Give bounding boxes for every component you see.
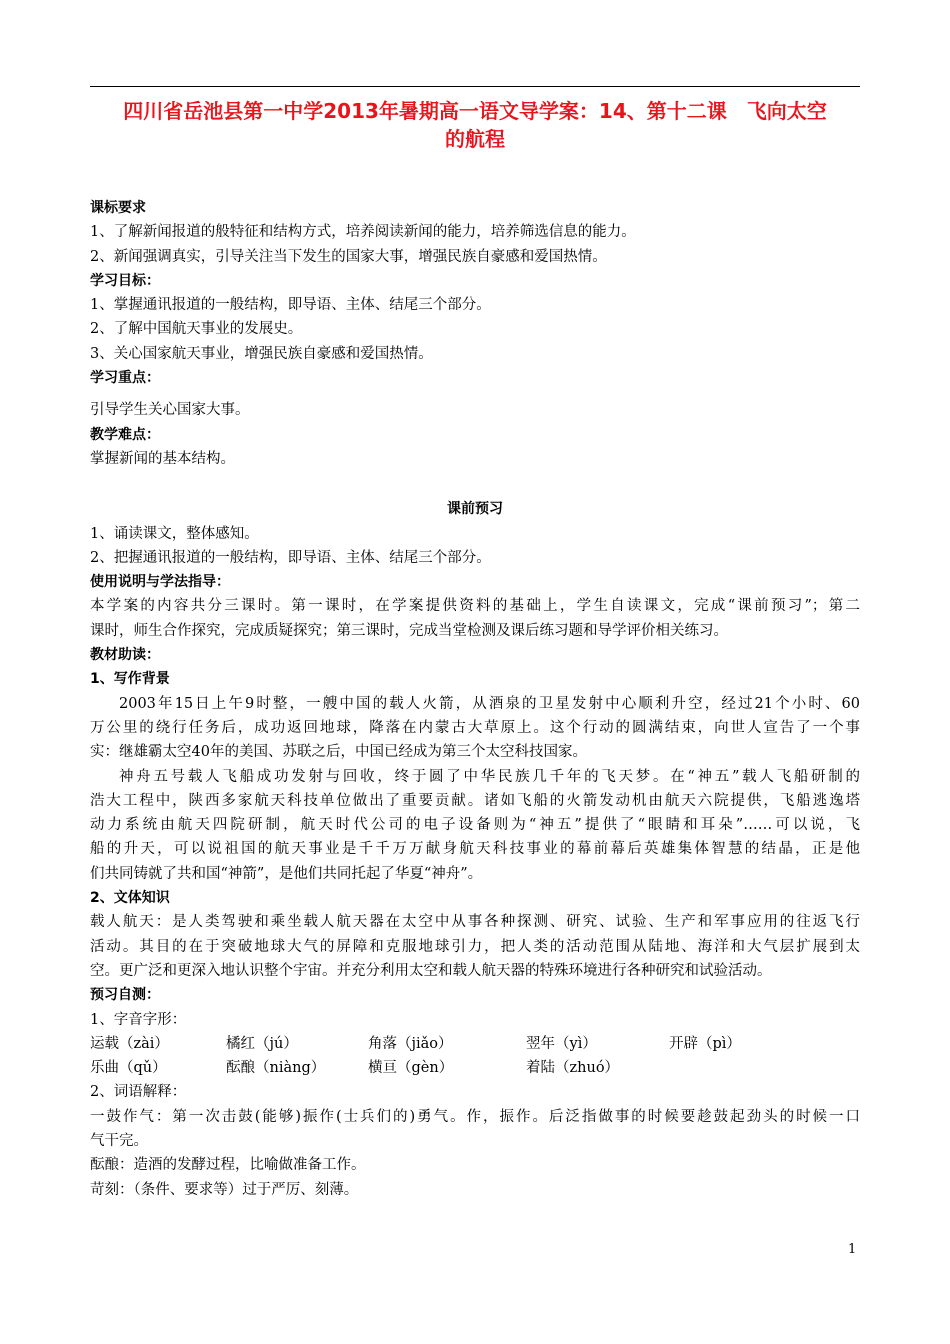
pronounce-row-2: [90, 1056, 860, 1080]
vocab-heading: 2、词语解释：: [90, 1084, 187, 1101]
pronounce-item: 翌年（yì）: [526, 1035, 597, 1052]
page-number: 1: [848, 1242, 857, 1257]
vocab-item-3: 苛刻：（条件、要求等）过于严厉、刻薄。: [90, 1181, 359, 1198]
pronounce-item: 角落（jiǎo）: [368, 1035, 453, 1052]
genre-heading: 2、文体知识: [90, 890, 170, 907]
goal-item-2: 2、了解中国航天事业的发展史。: [90, 321, 303, 338]
background-p2-line-5: 们共同铸就了共和国“神箭”，是他们共同托起了华夏“神舟”。: [90, 865, 483, 882]
preview-item-1: 1、诵读课文，整体感知。: [90, 525, 259, 542]
background-p1-line-2: 万公里的绕行任务后，成功返回地球，降落在内蒙古大草原上。这个行动的圆满结束，向世人宣告了一个事: [90, 719, 860, 736]
pronounce-item: 乐曲（qǔ）: [90, 1060, 167, 1077]
background-p2-line-2: 浩大工程中，陕西多家航天科技单位做出了重要贡献。诸如飞船的火箭发动机由航天六院提供，飞船逃逸塔: [90, 792, 860, 809]
pronounce-item: 横亘（gèn）: [368, 1060, 454, 1077]
background-p2-line-4: 船的升天，可以说祖国的航天事业是千千万万献身航天科技事业的幕前幕后英雄集体智慧的结晶，正是他: [90, 841, 860, 858]
background-p1-line-1: 2003年15日上午9时整，一艘中国的载人火箭，从酒泉的卫星发射中心顺利升空，经过21个小时、60: [119, 695, 860, 712]
vocab-item-1-line-1: 一鼓作气：第一次击鼓(能够)振作(士兵们的)勇气。作，振作。后泛指做事的时候要趁鼓起劲头的时候一口: [90, 1108, 860, 1125]
background-p1-line-3: 实：继雄霸太空40年的美国、苏联之后，中国已经成为第三个太空科技国家。: [90, 744, 587, 761]
usage-text-line-1: 本学案的内容共分三课时。第一课时，在学案提供资料的基础上，学生自读课文，完成“课前预习”；第二: [90, 598, 860, 615]
genre-line-3: 空。更广泛和更深入地认识整个宇宙。并充分利用太空和载人航天器的特殊环境进行各种研究和试验活动。: [90, 962, 772, 979]
pronounce-heading: 1、字音字形：: [90, 1011, 187, 1028]
background-p2-line-3: 动力系统由航天四院研制，航天时代公司的电子设备则为“神五”提供了“眼睛和耳朵”……可以说，飞: [90, 817, 860, 834]
focus-text: 引导学生关心国家大事。: [90, 402, 250, 419]
curriculum-item-2: 2、新闻强调真实，引导关注当下发生的国家大事，增强民族自豪感和爱国热情。: [90, 248, 607, 265]
pronounce-row-1: [90, 1032, 860, 1056]
document-body: [90, 196, 860, 1202]
vocab-item-2: 酝酿：造酒的发酵过程，比喻做准备工作。: [90, 1157, 366, 1174]
pronounce-item: 开辟（pì）: [669, 1035, 741, 1052]
title-line-2: 的航程: [445, 127, 505, 151]
pronounce-item: 着陆（zhuó）: [526, 1060, 620, 1077]
preview-heading: 课前预习: [447, 501, 503, 518]
usage-heading: 使用说明与学法指导：: [90, 574, 230, 591]
pronounce-item: 酝酿（niàng）: [226, 1060, 326, 1077]
preview-item-2: 2、把握通讯报道的一般结构，即导语、主体、结尾三个部分。: [90, 549, 491, 566]
aid-heading: 教材助读：: [90, 647, 160, 664]
header-rule: [90, 86, 860, 87]
curriculum-heading: 课标要求: [90, 200, 146, 216]
genre-line-2: 活动。其目的在于突破地球大气的屏障和克服地球引力，把人类的活动范围从陆地、海洋和大气层扩展到太: [90, 938, 860, 955]
difficulty-text: 掌握新闻的基本结构。: [90, 450, 235, 467]
usage-text-line-2: 课时，师生合作探究，完成质疑探究；第三课时，完成当堂检测及课后练习题和导学评价相关练习。: [90, 622, 728, 639]
background-heading: 1、写作背景: [90, 671, 170, 688]
genre-line-1: 载人航天：是人类驾驶和乘坐载人航天器在太空中从事各种探测、研究、试验、生产和军事应用的往返飞行: [90, 914, 860, 931]
goals-heading: 学习目标：: [90, 272, 160, 289]
difficulty-heading: 教学难点：: [90, 426, 160, 443]
pronounce-item: 运载（zài）: [90, 1035, 169, 1052]
document-title: [90, 97, 860, 153]
title-line-1: 四川省岳池县第一中学2013年暑期高一语文导学案：14、第十二课 飞向太空: [123, 99, 827, 123]
goal-item-1: 1、掌握通讯报道的一般结构，即导语、主体、结尾三个部分。: [90, 297, 491, 314]
background-p2-line-1: 神舟五号载人飞船成功发射与回收，终于圆了中华民族几千年的飞天梦。在“神五”载人飞船研制的: [119, 768, 860, 785]
pronounce-item: 橘红（jú）: [226, 1035, 298, 1052]
curriculum-item-1: 1、了解新闻报道的般特征和结构方式，培养阅读新闻的能力，培养筛选信息的能力。: [90, 224, 636, 241]
vocab-item-1-line-2: 气干完。: [90, 1132, 148, 1149]
goal-item-3: 3、关心国家航天事业，增强民族自豪感和爱国热情。: [90, 345, 433, 362]
focus-heading: 学习重点：: [90, 370, 160, 387]
selftest-heading: 预习自测：: [90, 987, 160, 1004]
